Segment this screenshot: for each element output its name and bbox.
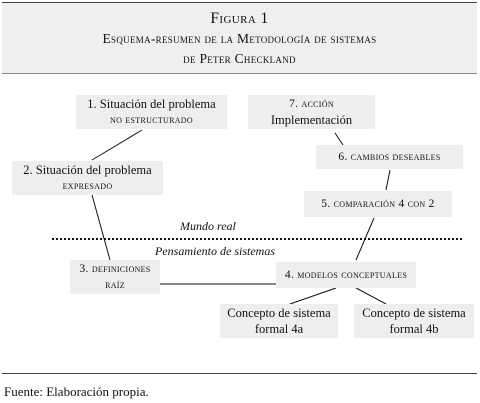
stage-7-title: 7. acción (289, 98, 334, 110)
stage-7-subtitle: Implementación (270, 113, 353, 127)
figure-label: Figura 1 (210, 10, 269, 27)
stage-4a-subtitle: formal 4a (254, 322, 304, 336)
connector-6-7 (335, 133, 343, 145)
figure-subtitle-line2: de Peter Checkland (183, 51, 296, 66)
stage-1-box (76, 95, 227, 129)
stage-4-title: 4. modelos conceptuales (284, 269, 408, 281)
stage-5-box (304, 191, 452, 217)
stage-4b-subtitle: formal 4b (389, 322, 439, 336)
connector-5-6 (386, 170, 390, 190)
stage-4-box (276, 262, 416, 288)
stage-2-box (12, 161, 163, 195)
region-label-lower: Pensamiento de sistemas (155, 244, 275, 258)
stage-1-title: 1. Situación del problema (87, 97, 216, 111)
figure-subtitle-line1: Esquema-resumen de la Metodología de sistemas (102, 31, 377, 46)
stage-4a-box (220, 304, 338, 338)
stage-5-title: 5. comparación 4 con 2 (321, 198, 435, 210)
stage-3-title: 3. definiciones (79, 263, 151, 275)
stage-7-box (248, 95, 375, 129)
connector-4-4a (290, 288, 336, 304)
stage-6-title: 6. cambios deseables (338, 151, 441, 163)
stage-4a-title: Concepto de sistema (227, 306, 331, 320)
connector-4-4b (356, 288, 386, 304)
region-label-upper: Mundo real (180, 219, 236, 233)
stage-4b-title: Concepto de sistema (362, 306, 466, 320)
boundary-dotted-line (52, 238, 462, 240)
stage-3-box (70, 260, 160, 294)
connector-2-3 (92, 195, 110, 260)
stage-2-title: 2. Situación del problema (23, 163, 152, 177)
stage-1-subtitle: no estructurado (110, 114, 193, 126)
stage-4b-box (354, 304, 474, 338)
connector-1-2 (92, 130, 142, 160)
stage-6-box (316, 145, 463, 169)
stage-3-subtitle: raíz (105, 279, 125, 291)
stage-2-subtitle: expresado (62, 180, 113, 192)
figure-source: Fuente: Elaboración propia. (4, 384, 149, 399)
